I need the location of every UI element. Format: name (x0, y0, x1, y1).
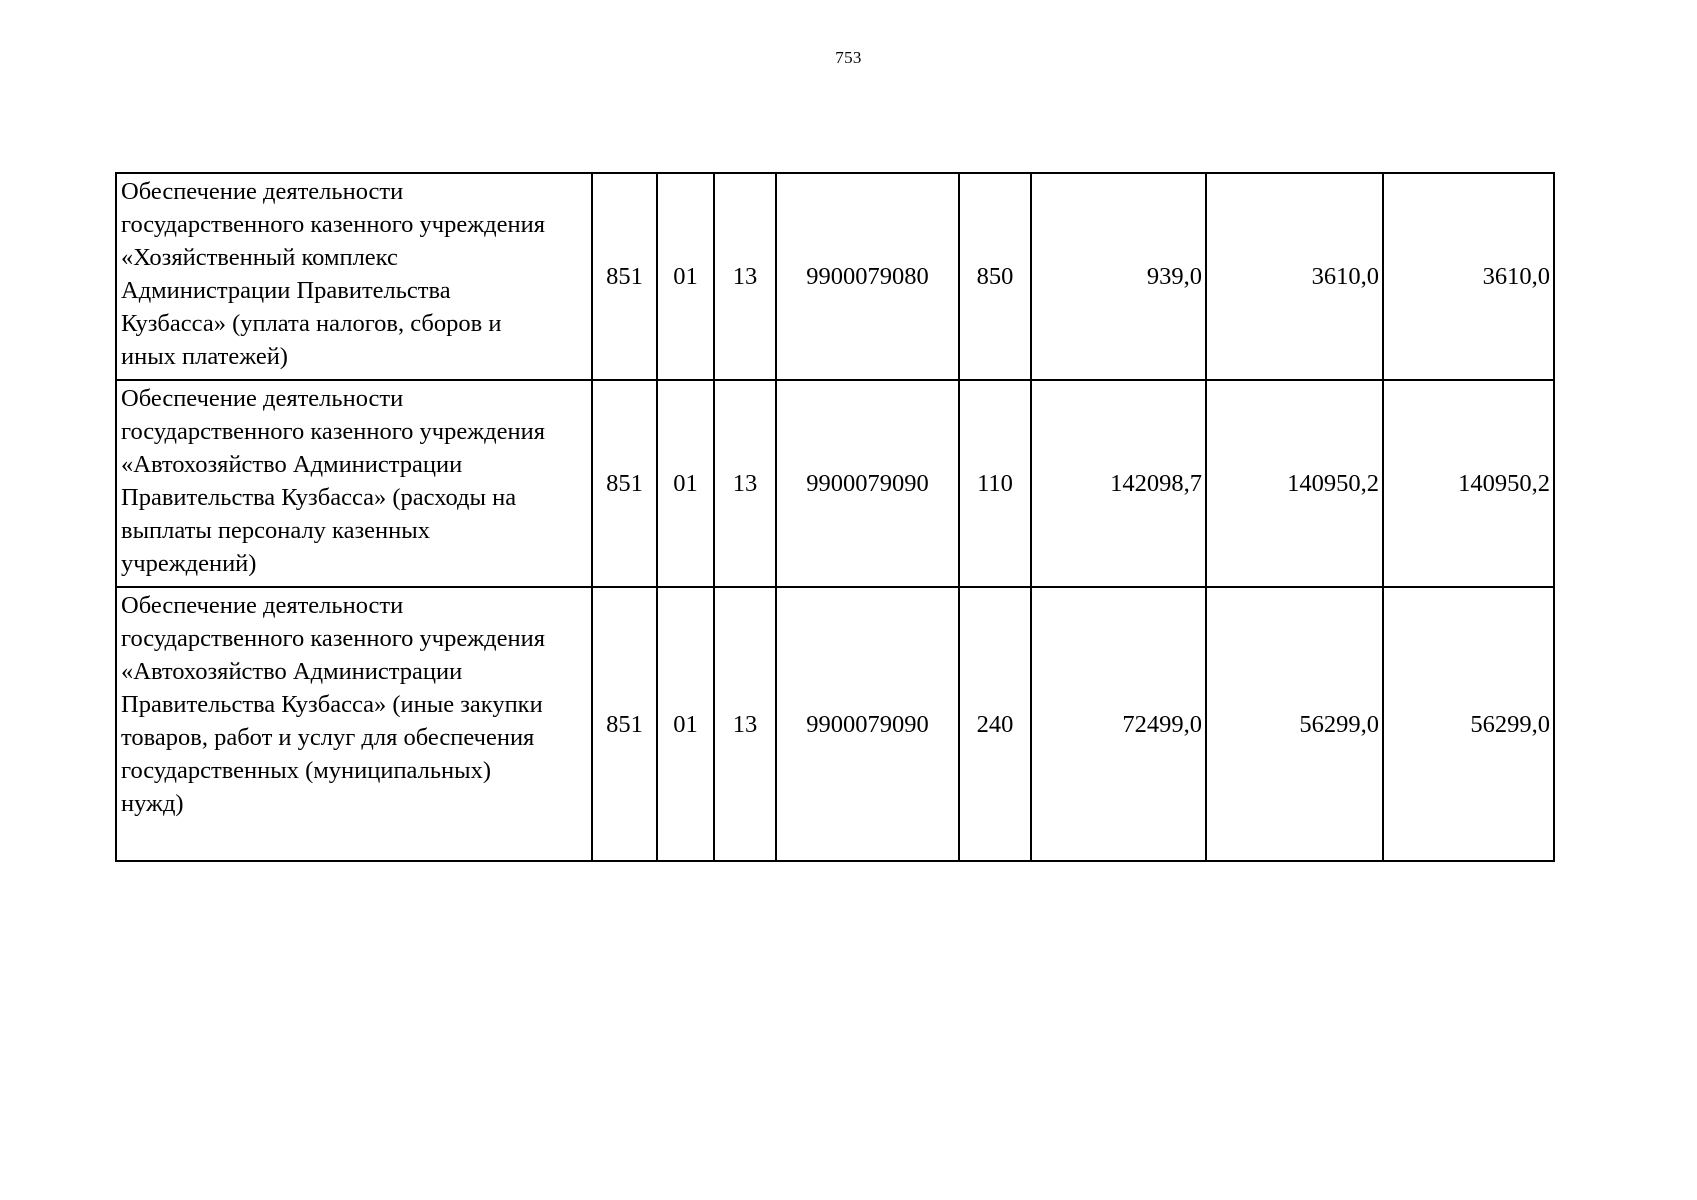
expense-type-code: 850 (959, 173, 1031, 380)
subsection-code: 13 (714, 173, 776, 380)
amount-2: 56299,0 (1206, 587, 1383, 861)
table-row (116, 380, 1554, 587)
amount-1: 142098,7 (1031, 380, 1206, 587)
table-row (116, 173, 1554, 380)
amount-1: 939,0 (1031, 173, 1206, 380)
table-row (116, 587, 1554, 861)
expense-description: Обеспечение деятельности государственного казенного учреждения «Хозяйственный комплекс Администрации Правительства Кузбасса» (уплата налогов, сборов и иных платежей) (116, 173, 592, 380)
target-article-code: 9900079090 (776, 587, 959, 861)
section-code: 01 (657, 587, 714, 861)
target-article-code: 9900079090 (776, 380, 959, 587)
amount-2: 3610,0 (1206, 173, 1383, 380)
target-article-code: 9900079080 (776, 173, 959, 380)
section-code: 01 (657, 380, 714, 587)
page-number: 753 (835, 48, 862, 67)
amount-3: 3610,0 (1383, 173, 1554, 380)
ministry-code: 851 (592, 587, 657, 861)
amount-2: 140950,2 (1206, 380, 1383, 587)
ministry-code: 851 (592, 173, 657, 380)
expense-description: Обеспечение деятельности государственного казенного учреждения «Автохозяйство Администрации Правительства Кузбасса» (иные закупки товаров, работ и услуг для обеспечения государственных (муниципальных) нужд) (116, 587, 592, 861)
budget-table (115, 172, 1555, 862)
subsection-code: 13 (714, 587, 776, 861)
subsection-code: 13 (714, 380, 776, 587)
expense-type-code: 240 (959, 587, 1031, 861)
amount-3: 56299,0 (1383, 587, 1554, 861)
expense-type-code: 110 (959, 380, 1031, 587)
section-code: 01 (657, 173, 714, 380)
ministry-code: 851 (592, 380, 657, 587)
amount-3: 140950,2 (1383, 380, 1554, 587)
expense-description: Обеспечение деятельности государственного казенного учреждения «Автохозяйство Администрации Правительства Кузбасса» (расходы на выплаты персоналу казенных учреждений) (116, 380, 592, 587)
amount-1: 72499,0 (1031, 587, 1206, 861)
